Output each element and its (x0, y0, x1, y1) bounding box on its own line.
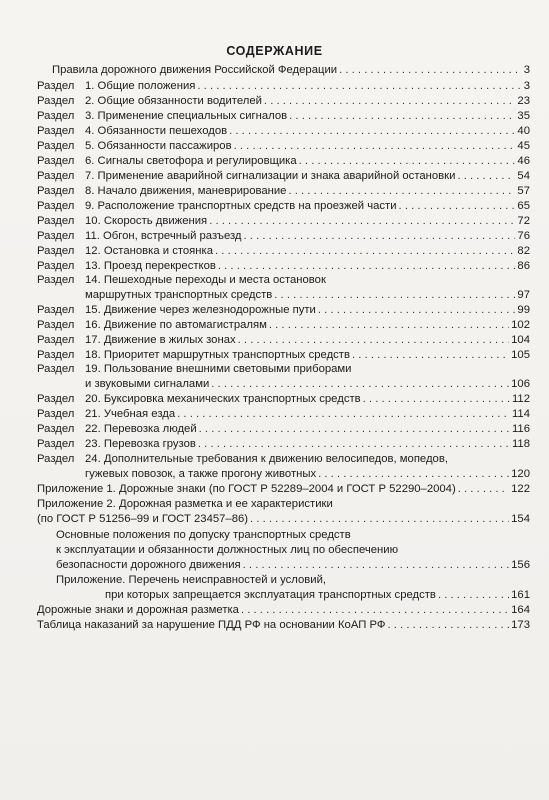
toc-entry (37, 452, 448, 466)
toc-entry (37, 618, 530, 632)
toc-entry (37, 259, 530, 273)
toc-entry-page: 120 (511, 468, 530, 480)
toc-entry-page: 106 (511, 378, 530, 390)
toc-entry-title-line2: при которых запрещается эксплуатация транспортных средств (105, 589, 436, 601)
toc-entry-section: Раздел (37, 393, 75, 405)
toc-entry-page: 3 (523, 64, 530, 76)
toc-entry-title: 9. Расположение транспортных средств на проезжей части (85, 200, 397, 212)
toc-entry-title: 7. Применение аварийной сигнализации и знака аварийной остановки (85, 170, 456, 182)
dot-leader (288, 184, 515, 198)
toc-entry-continuation (85, 467, 530, 481)
toc-entry-title-line2: и звуковыми сигналами (85, 378, 210, 390)
toc-entry-page: 161 (511, 589, 530, 601)
toc-entry-title-line2: гужевых повозок, а также прогону животных (85, 468, 317, 480)
toc-entry-page: 173 (511, 619, 530, 631)
dot-leader (243, 558, 509, 572)
dot-leader (197, 79, 521, 93)
toc-entry-section: Раздел (37, 80, 75, 92)
toc-entry-title-line3: безопасности дорожного движения (56, 559, 241, 571)
toc-entry-continuation (37, 512, 530, 526)
toc-entry-page: 54 (517, 170, 530, 182)
dot-leader (438, 588, 509, 602)
toc-entry-title: Приложение. Перечень неисправностей и условий, (56, 574, 327, 586)
toc-entry-title: 18. Приоритет маршрутных транспортных средств (85, 349, 350, 361)
toc-entry-section: Раздел (37, 245, 75, 257)
toc-entry-page: 97 (517, 289, 530, 301)
toc-entry-page: 82 (517, 245, 530, 257)
toc-entry-title-line2: к эксплуатации и обязанности должностных лиц по обеспечению (56, 544, 399, 556)
toc-entry-section: Раздел (37, 274, 75, 286)
toc-entry-page: 46 (517, 155, 530, 167)
dot-leader (241, 603, 509, 617)
dot-leader (250, 512, 509, 526)
toc-entry-page: 122 (511, 483, 530, 495)
toc-entry-page: 76 (517, 230, 530, 242)
toc-entry (56, 528, 351, 542)
toc-entry-title: 20. Буксировка механических транспортных средств (85, 393, 361, 405)
toc-entry-section: Раздел (37, 185, 75, 197)
toc-entry-page: 112 (511, 393, 530, 405)
toc-entry-page: 3 (523, 80, 530, 92)
dot-leader (388, 618, 510, 632)
toc-entry-continuation (105, 588, 530, 602)
toc-entry-title: Правила дорожного движения Российской Федерации (52, 64, 338, 76)
toc-entry (37, 333, 530, 347)
toc-entry-page: 23 (517, 95, 530, 107)
dot-leader (198, 437, 510, 451)
dot-leader (399, 199, 516, 213)
toc-entry-continuation (85, 288, 530, 302)
toc-entry-section: Раздел (37, 200, 75, 212)
toc-entry (37, 303, 530, 317)
toc-entry-title: Приложение 2. Дорожная разметка и ее характеристики (37, 498, 333, 510)
toc-entry-section: Раздел (37, 155, 75, 167)
toc-entry-title: 12. Остановка и стоянка (85, 245, 214, 257)
toc-entry-title: 15. Движение через железнодорожные пути (85, 304, 316, 316)
toc-entry (37, 603, 530, 617)
toc-entry-continuation (85, 377, 530, 391)
dot-leader (458, 482, 509, 496)
dot-leader (269, 318, 509, 332)
toc-entry-section: Раздел (37, 304, 75, 316)
toc-entry-title: 23. Перевозка грузов (85, 438, 196, 450)
toc-entry-title-line2: (по ГОСТ Р 51256–99 и ГОСТ 23457–86) (37, 513, 249, 525)
toc-entry (37, 392, 530, 406)
dot-leader (318, 467, 509, 481)
toc-entry-page: 99 (517, 304, 530, 316)
dot-leader (299, 154, 516, 168)
toc-entry (37, 154, 530, 168)
dot-leader (211, 377, 509, 391)
dot-leader (215, 244, 515, 258)
toc-entry (37, 273, 326, 287)
toc-entry-title: 24. Дополнительные требования к движению велосипедов, мопедов, (85, 453, 448, 465)
toc-entry (37, 139, 530, 153)
dot-leader (457, 169, 515, 183)
toc-entry (37, 497, 333, 511)
toc-entry-section: Раздел (37, 260, 75, 272)
toc-entry-continuation (56, 558, 530, 572)
toc-entry-continuation (56, 543, 398, 557)
toc-entry-page: 164 (511, 604, 530, 616)
dot-leader (199, 422, 510, 436)
dot-leader (209, 214, 515, 228)
toc-entry-section: Раздел (37, 334, 75, 346)
toc-entry-page: 57 (517, 185, 530, 197)
toc-entry-title: 16. Движение по автомагистралям (85, 319, 267, 331)
toc-entry-section: Раздел (37, 140, 75, 152)
toc-entry-page: 72 (517, 215, 530, 227)
toc-entry-section: Раздел (37, 349, 75, 361)
toc-entry (37, 79, 530, 93)
toc-entry-title: 19. Пользование внешними световыми приборами (85, 363, 352, 375)
dot-leader (274, 288, 515, 302)
toc-entry-page: 104 (511, 334, 530, 346)
toc-entry-section: Раздел (37, 319, 75, 331)
toc-entry-title: 2. Общие обязанности водителей (85, 95, 262, 107)
dot-leader (234, 139, 516, 153)
toc-entry-title: 5. Обязанности пассажиров (85, 140, 232, 152)
toc-entry-page: 105 (511, 349, 530, 361)
toc-entry-title: 22. Перевозка людей (85, 423, 197, 435)
toc-entry (37, 422, 530, 436)
toc-entry-section: Раздел (37, 95, 75, 107)
toc-entry-title: 3. Применение специальных сигналов (85, 110, 288, 122)
toc-entry (56, 573, 326, 587)
toc-entry (37, 109, 530, 123)
toc-entry (37, 318, 530, 332)
toc-entry-page: 65 (517, 200, 530, 212)
toc-entry-page: 118 (511, 438, 530, 450)
toc-entry-title: 13. Проезд перекрестков (85, 260, 216, 272)
toc-entry-section: Раздел (37, 170, 75, 182)
dot-leader (318, 303, 516, 317)
dot-leader (339, 63, 522, 77)
toc-entry (37, 482, 530, 496)
toc-entry-title: 10. Скорость движения (85, 215, 208, 227)
dot-leader (264, 94, 516, 108)
dot-leader (352, 348, 509, 362)
dot-leader (229, 124, 515, 138)
toc-entry-section: Раздел (37, 423, 75, 435)
toc-entry-section: Раздел (37, 125, 75, 137)
toc-entry-title: 14. Пешеходные переходы и места остановок (85, 274, 326, 286)
toc-entry-section: Раздел (37, 215, 75, 227)
toc-entry (37, 214, 530, 228)
toc-entry-title: 1. Общие положения (85, 80, 196, 92)
toc-entry (52, 63, 530, 77)
toc-entry-section: Раздел (37, 230, 75, 242)
toc-entry-page: 114 (511, 408, 530, 420)
dot-leader (289, 109, 515, 123)
toc-entry-title: 11. Обгон, встречный разъезд (85, 230, 242, 242)
toc-entry (37, 229, 530, 243)
toc-entry (37, 437, 530, 451)
contents-heading: СОДЕРЖАНИЕ (226, 44, 323, 58)
toc-entry (37, 362, 352, 376)
toc-entry-section: Раздел (37, 110, 75, 122)
toc-entry-title-line2: маршрутных транспортных средств (85, 289, 273, 301)
toc-entry-page: 86 (517, 260, 530, 272)
toc-entry-section: Раздел (37, 408, 75, 420)
toc-entry (37, 124, 530, 138)
toc-entry-title: 21. Учебная езда (85, 408, 176, 420)
toc-entry (37, 407, 530, 421)
dot-leader (238, 333, 510, 347)
toc-entry-page: 45 (517, 140, 530, 152)
toc-entry-title: Таблица наказаний за нарушение ПДД РФ на основании КоАП РФ (37, 619, 386, 631)
toc-entry-page: 102 (511, 319, 530, 331)
toc-entry-section: Раздел (37, 453, 75, 465)
toc-entry (37, 348, 530, 362)
toc-entry-section: Раздел (37, 438, 75, 450)
dot-leader (363, 392, 510, 406)
dot-leader (244, 229, 516, 243)
toc-entry-page: 116 (511, 423, 530, 435)
toc-entry-title: 6. Сигналы светофора и регулировщика (85, 155, 297, 167)
toc-entry-section: Раздел (37, 363, 75, 375)
dot-leader (177, 407, 510, 421)
toc-entry (37, 94, 530, 108)
toc-entry-page: 35 (517, 110, 530, 122)
toc-entry-page: 154 (511, 513, 530, 525)
toc-entry (37, 244, 530, 258)
toc-entry-title: 4. Обязанности пешеходов (85, 125, 228, 137)
toc-entry-title: 17. Движение в жилых зонах (85, 334, 236, 346)
dot-leader (218, 259, 516, 273)
toc-entry-title: 8. Начало движения, маневрирование (85, 185, 287, 197)
toc-entry (37, 199, 530, 213)
toc-entry (37, 184, 530, 198)
toc-entry (37, 169, 530, 183)
toc-entry-page: 40 (517, 125, 530, 137)
toc-entry-title: Основные положения по допуску транспортных средств (56, 529, 351, 541)
toc-entry-title: Приложение 1. Дорожные знаки (по ГОСТ Р 52289–2004 и ГОСТ Р 52290–2004) (37, 483, 456, 495)
toc-entry-title: Дорожные знаки и дорожная разметка (37, 604, 239, 616)
toc-entry-page: 156 (511, 559, 530, 571)
